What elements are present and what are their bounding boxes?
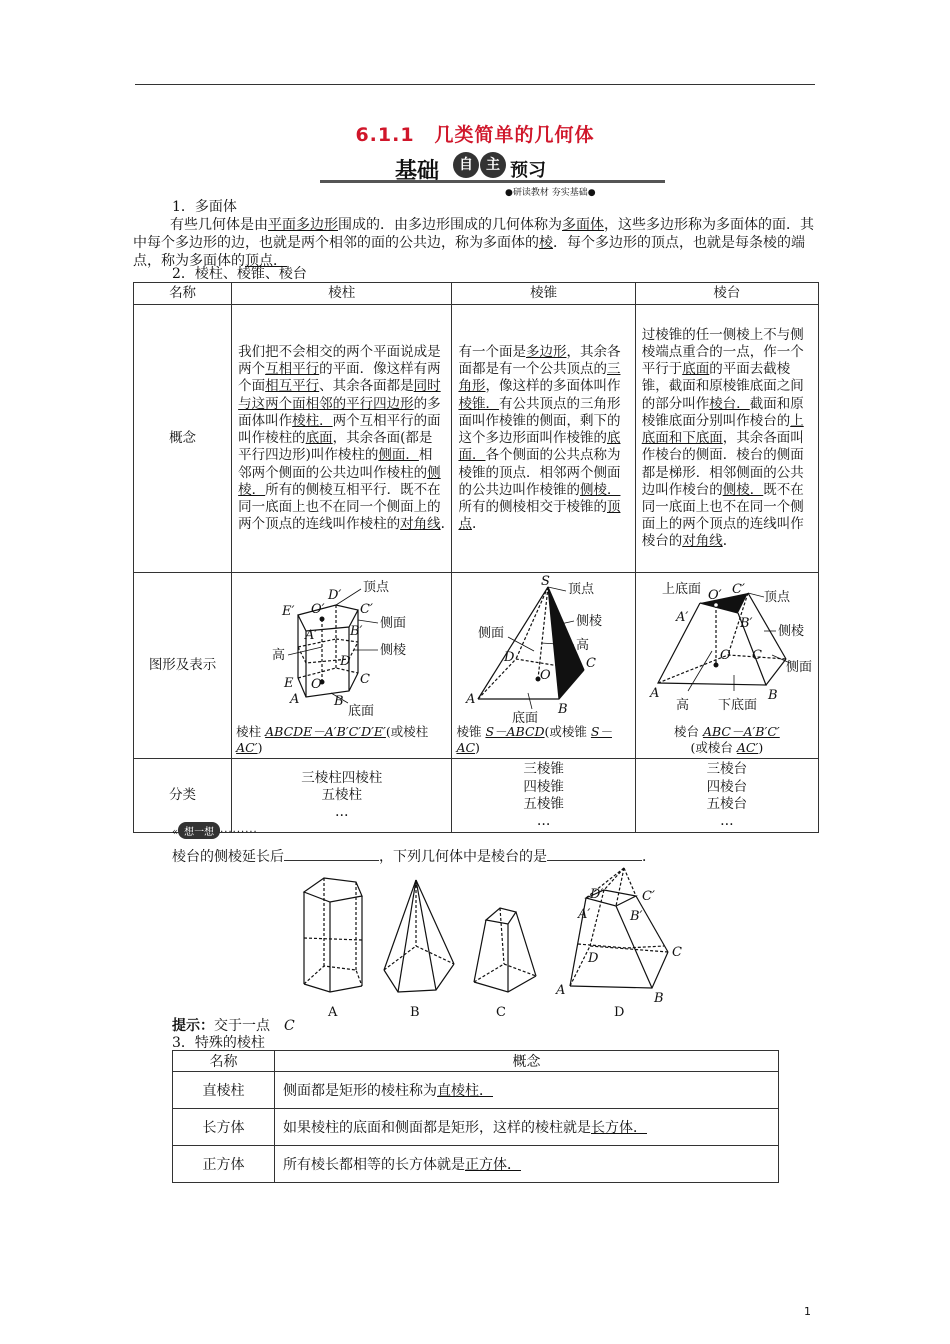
figure-d-label: D [614,1005,625,1020]
pyramid-caption: 棱锥 S－ABCD(或棱锥 S－AC) [456,724,612,756]
svg-text:O′: O′ [311,602,325,618]
section-banner [320,148,665,198]
header-pyramid: 棱锥 [452,283,635,305]
top-rule [135,84,815,85]
sec3-heading: 3．特殊的棱柱 [172,1035,265,1051]
svg-text:B′: B′ [350,624,363,640]
svg-text:侧棱: 侧棱 [777,624,804,640]
table-row: 正方体 所有棱长都相等的长方体就是正方体． [173,1146,779,1183]
svg-text:底面: 底面 [348,704,375,720]
frustum-figure [640,575,812,723]
svg-text:D′: D′ [328,588,342,604]
svg-text:顶点: 顶点 [363,580,390,596]
figure-b-label: B [410,1005,420,1020]
figure-b [384,880,454,992]
header-prism: 棱柱 [232,283,452,305]
svg-text:B′: B′ [739,616,753,632]
svg-text:C: C [360,672,371,688]
think-tag: « 想一想 ········· [172,822,258,839]
frustum-classification: 三棱台 四棱台 五棱台 … [635,759,818,833]
figure-c-label: C [496,1005,506,1020]
pyramid-classification: 三棱锥 四棱锥 五棱锥 … [452,759,635,833]
row-label-concept: 概念 [134,305,232,573]
header-frustum: 棱台 [635,283,818,305]
svg-text:顶点: 顶点 [568,582,595,598]
svg-text:B: B [334,694,344,710]
svg-text:高: 高 [675,698,689,714]
t2-header-concept: 概念 [275,1051,779,1072]
svg-text:侧棱: 侧棱 [380,643,407,659]
svg-text:C′: C′ [642,889,655,904]
header-name: 名称 [134,283,232,305]
banner-subtitle: ●研读教材 夯实基础● [505,188,596,198]
prism-figure-cell [232,573,452,759]
svg-text:E: E [284,676,294,692]
page-title: 6.1.1 几类简单的几何体 [355,124,595,146]
svg-text:侧面: 侧面 [478,626,505,642]
svg-text:侧面: 侧面 [785,660,812,676]
svg-text:侧棱: 侧棱 [576,614,603,630]
prism-concept: 我们把不会相交的两个平面说成是两个互相平行的平面．像这样有两个面相互平行、其余各面都是同时与这两个面相邻的平行四边形的多面体叫作棱柱．两个互相平行的面叫作棱柱的底面，其余各面(都是平行四边形)叫作棱柱的侧面．相邻两个侧面的公共边叫作棱柱的侧棱．所有的侧棱互相平行．既不在同一底面上也不在同一个侧面上的两个顶点的连线叫作棱柱的对角线. [232,305,452,573]
svg-text:下底面: 下底面 [717,698,757,714]
svg-text:E′: E′ [282,604,295,620]
special-prisms-table [172,1050,779,1183]
figure-d [570,868,668,988]
t2-header-name: 名称 [173,1051,275,1072]
svg-text:D: D [504,650,515,666]
svg-text:S: S [541,574,551,590]
frustum-caption: 棱台 ABC－A′B′C′ (或棱台 AC′) [673,724,780,756]
svg-text:O: O [540,668,552,684]
think-question: 棱台的侧棱延长后 ，下列几何体中是棱台的是 ． [172,846,858,866]
banner-main: 基础 [395,159,440,184]
think-figures [290,868,710,1020]
svg-text:A: A [290,692,300,708]
figure-c [474,908,536,992]
prism-figure [236,575,436,723]
prism-classification: 三棱柱四棱柱 五棱柱 … [232,759,452,833]
banner-bar [320,180,665,183]
svg-text:A′: A′ [305,628,318,644]
svg-text:B: B [767,688,778,704]
svg-text:高: 高 [272,648,286,664]
svg-text:D′: D′ [590,887,604,902]
row-label-classification: 分类 [134,759,232,833]
svg-text:C: C [586,656,597,672]
svg-text:O′: O′ [707,588,722,604]
table-row: 长方体 如果棱柱的底面和侧面都是矩形，这样的棱柱就是长方体． [173,1109,779,1146]
svg-text:顶点: 顶点 [763,590,790,606]
banner-circle-1: 自 [453,152,479,178]
svg-text:高: 高 [576,638,590,654]
pyramid-figure [456,574,624,727]
svg-text:B′: B′ [630,909,643,924]
svg-text:A: A [649,686,660,702]
sec1-paragraph: 有些几何体是由平面多边形围成的．由多边形围成的几何体称为多面体，这些多边形称为多面体的面．其中每个多边形的边，也就是两个相邻的面的公共边，称为多面体的棱．每个多边形的顶点，也就是每条棱的端点，称为多面体的顶点． [133,217,814,269]
svg-text:C′: C′ [360,602,374,618]
svg-text:A′: A′ [675,610,689,626]
svg-text:C: C [672,945,682,960]
solids-table [133,282,819,833]
svg-text:O: O [311,677,322,693]
svg-text:B: B [654,991,664,1006]
svg-text:A′: A′ [578,907,591,922]
table-row: 直棱柱 侧面都是矩形的棱柱称为直棱柱． [173,1072,779,1109]
svg-text:A: A [466,692,476,708]
svg-text:A: A [556,983,566,998]
pyramid-figure-cell [452,573,635,759]
svg-text:D: D [340,654,351,670]
figure-a-label: A [328,1005,338,1020]
page-number: 1 [804,1305,811,1318]
sec2-heading: 2．棱柱、棱锥、棱台 [172,266,307,282]
banner-circle-2: 主 [480,152,506,178]
frustum-figure-cell [635,573,818,759]
svg-text:B: B [558,702,569,718]
prism-caption: 棱柱 ABCDE－A′B′C′D′E′(或棱柱 AC′) [236,724,429,756]
figure-a [304,878,362,992]
pyramid-concept: 有一个面是多边形，其余各面都是有一个公共顶点的三角形，像这样的多面体叫作棱锥．有公共顶点的三角形面叫作棱锥的侧面，剩下的这个多边形面叫作棱锥的底面．各个侧面的公共点称为棱锥的顶点．相邻两个侧面的公共边叫作棱锥的侧棱．所有的侧棱相交于棱锥的顶点. [452,305,635,573]
svg-text:底面: 底面 [512,711,539,727]
sec1-heading: 1．多面体 [172,199,237,215]
svg-text:D: D [588,951,599,966]
answer-blank-2[interactable] [547,846,642,861]
banner-tail: 预习 [510,160,546,181]
svg-text:上底面: 上底面 [661,582,701,598]
frustum-concept: 过棱锥的任一侧棱上不与侧棱端点重合的一点，作一个平行于底面的平面去截棱锥，截面和原棱锥底面之间的部分叫作棱台．截面和原棱锥底面分别叫作棱台的上底面和下底面，其余各面叫作棱台的侧面．棱台的侧面都是梯形．相邻侧面的公共边叫作棱台的侧棱．既不在同一底面上也不在同一个侧面上的两个顶点的连线叫作棱台的对角线. [635,305,818,573]
hint: 提示：交于一点 C [172,1018,295,1034]
svg-text:侧面: 侧面 [380,616,407,632]
answer-blank-1[interactable] [284,846,379,861]
svg-text:C′: C′ [731,582,745,598]
row-label-figure: 图形及表示 [134,573,232,759]
svg-text:O: O [719,648,731,664]
svg-text:C: C [751,648,762,664]
